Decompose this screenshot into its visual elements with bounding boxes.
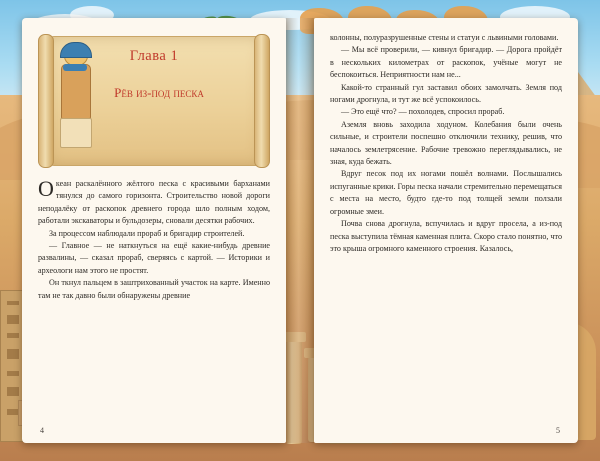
chapter-number: Глава 1	[129, 48, 179, 64]
paragraph-text: кеан раскалённого жёлтого песка с красивыми барханами тянулся до самого горизонта. Строительство новой дороги неподалёку от раскопок древнего города шло полным ходом, работали экскаваторы и бульдозеры, сновали десятки рабочих.	[38, 179, 270, 226]
pharaoh-skirt	[60, 118, 92, 148]
paragraph	[38, 178, 270, 228]
right-page-body-text	[330, 32, 562, 255]
page-number-right: 5	[556, 426, 560, 435]
left-page-content	[38, 32, 270, 415]
right-page	[314, 18, 578, 443]
paragraph: Аземля вновь заходила ходуном. Колебания были очень сильные, и строители поспешно отключили технику, решив, что началось землетрясение. Рабочие тревожно переглядывались, не зная, куда бежать.	[330, 119, 562, 167]
book-gutter	[286, 18, 314, 443]
right-page-content	[330, 32, 562, 415]
chapter-title: Рёв из-под песка	[114, 85, 204, 100]
paragraph: За процессом наблюдали прораб и бригадир строителей.	[49, 228, 245, 238]
left-page	[22, 18, 286, 443]
paragraph: — Это ещё что? — похолодев, спросил прораб.	[341, 107, 505, 117]
pharaoh-collar	[63, 64, 87, 71]
paragraph: — Мы всё проверили, — кивнул бригадир. — Дорога пройдёт в нескольких километрах от раскопок, учёные могут не беспокоиться. Неприятности нам не...	[330, 45, 562, 80]
paragraph: Почва снова дрогнула, вспучилась и вдруг просела, а из-под песка выступила тёмная каменная плита. Скоро стало понятно, что это крыша огромного каменного строения. Казалось,	[330, 219, 562, 253]
paragraph: Он ткнул пальцем в заштрихованный участок на карте. Именно там не так давно были обнаружены древние	[38, 278, 270, 300]
chapter-title-scroll	[38, 32, 270, 168]
paragraph: Какой-то странный гул заставил обоих замолчать. Земля под ногами дрогнула, и тут же всё успокоилось.	[330, 82, 562, 105]
paragraph: Вдруг песок под их ногами пошёл волнами. Послышались испуганные крики. Горы песка начали стремительно перемещаться с места на место, будто где-то под толщей земли ползали огромные змеи.	[330, 169, 562, 216]
left-page-body-text	[38, 178, 270, 302]
page-number-left: 4	[40, 426, 44, 435]
drop-cap: О	[38, 176, 54, 201]
paragraph: колонны, полуразрушенные стены и статуи с львиными головами.	[330, 33, 559, 42]
paragraph: — Главное — не наткнуться на ещё какие-нибудь древние развалины, — сказал прораб, сверяясь с картой. — Историки и археологи нам этого не простят.	[38, 241, 270, 275]
